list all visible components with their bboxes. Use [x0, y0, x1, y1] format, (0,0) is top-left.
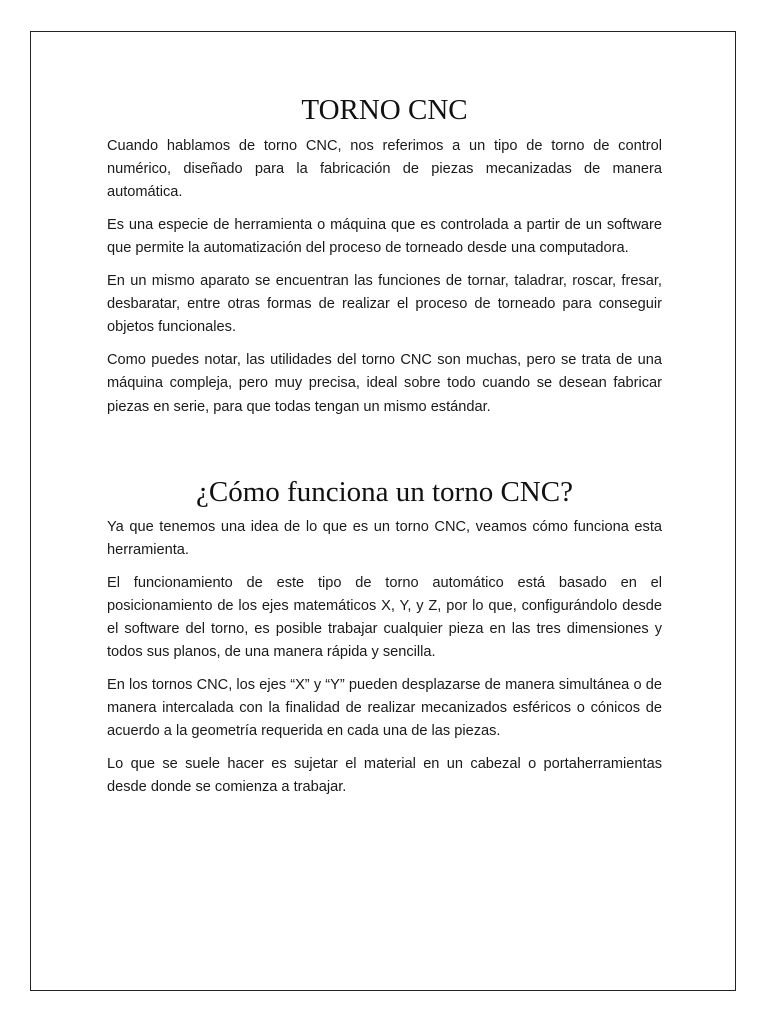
paragraph: Como puedes notar, las utilidades del torno CNC son muchas, pero se trata de una máquina compleja, pero muy precisa, ideal sobre todo cuando se desean fabricar piezas en serie, para que todas tengan un mismo estándar. [107, 352, 662, 415]
paragraph: Cuando hablamos de torno CNC, nos referimos a un tipo de torno de control numérico, diseñado para la fabricación de piezas mecanizadas de manera automática. [107, 138, 662, 201]
paragraph: En un mismo aparato se encuentran las funciones de tornar, taladrar, roscar, fresar, desbaratar, entre otras formas de realizar el proceso de torneado para conseguir objetos funcionales. [107, 273, 662, 336]
paragraph: El funcionamiento de este tipo de torno automático está basado en el posicionamiento de los ejes matemáticos X, Y, y Z, por lo que, configurándolo desde el software del torno, es posible trabajar cualquier pieza en las tres dimensiones y todos sus planos, de una manera rápida y sencilla. [107, 574, 662, 661]
document-content [107, 32, 662, 809]
paragraph: En los tornos CNC, los ejes “X” y “Y” pueden desplazarse de manera simultánea o de manera intercalada con la finalidad de realizar mecanizados esféricos o cónicos de acuerdo a la geometría requerida en cada una de las piezas. [107, 676, 662, 740]
paragraph: Lo que se suele hacer es sujetar el material en un cabezal o portaherramientas desde donde se comienza a trabajar. [107, 756, 662, 796]
paragraph: Ya que tenemos una idea de lo que es un torno CNC, veamos cómo funciona esta herramienta. [107, 518, 662, 558]
paragraph: Es una especie de herramienta o máquina que es controlada a partir de un software que permite la automatización del proceso de torneado desde una computadora. [107, 217, 662, 257]
section-title-torno-cnc: TORNO CNC [301, 94, 468, 126]
section-title-como-funciona: ¿Cómo funciona un torno CNC? [196, 475, 573, 508]
document-page [30, 31, 736, 991]
